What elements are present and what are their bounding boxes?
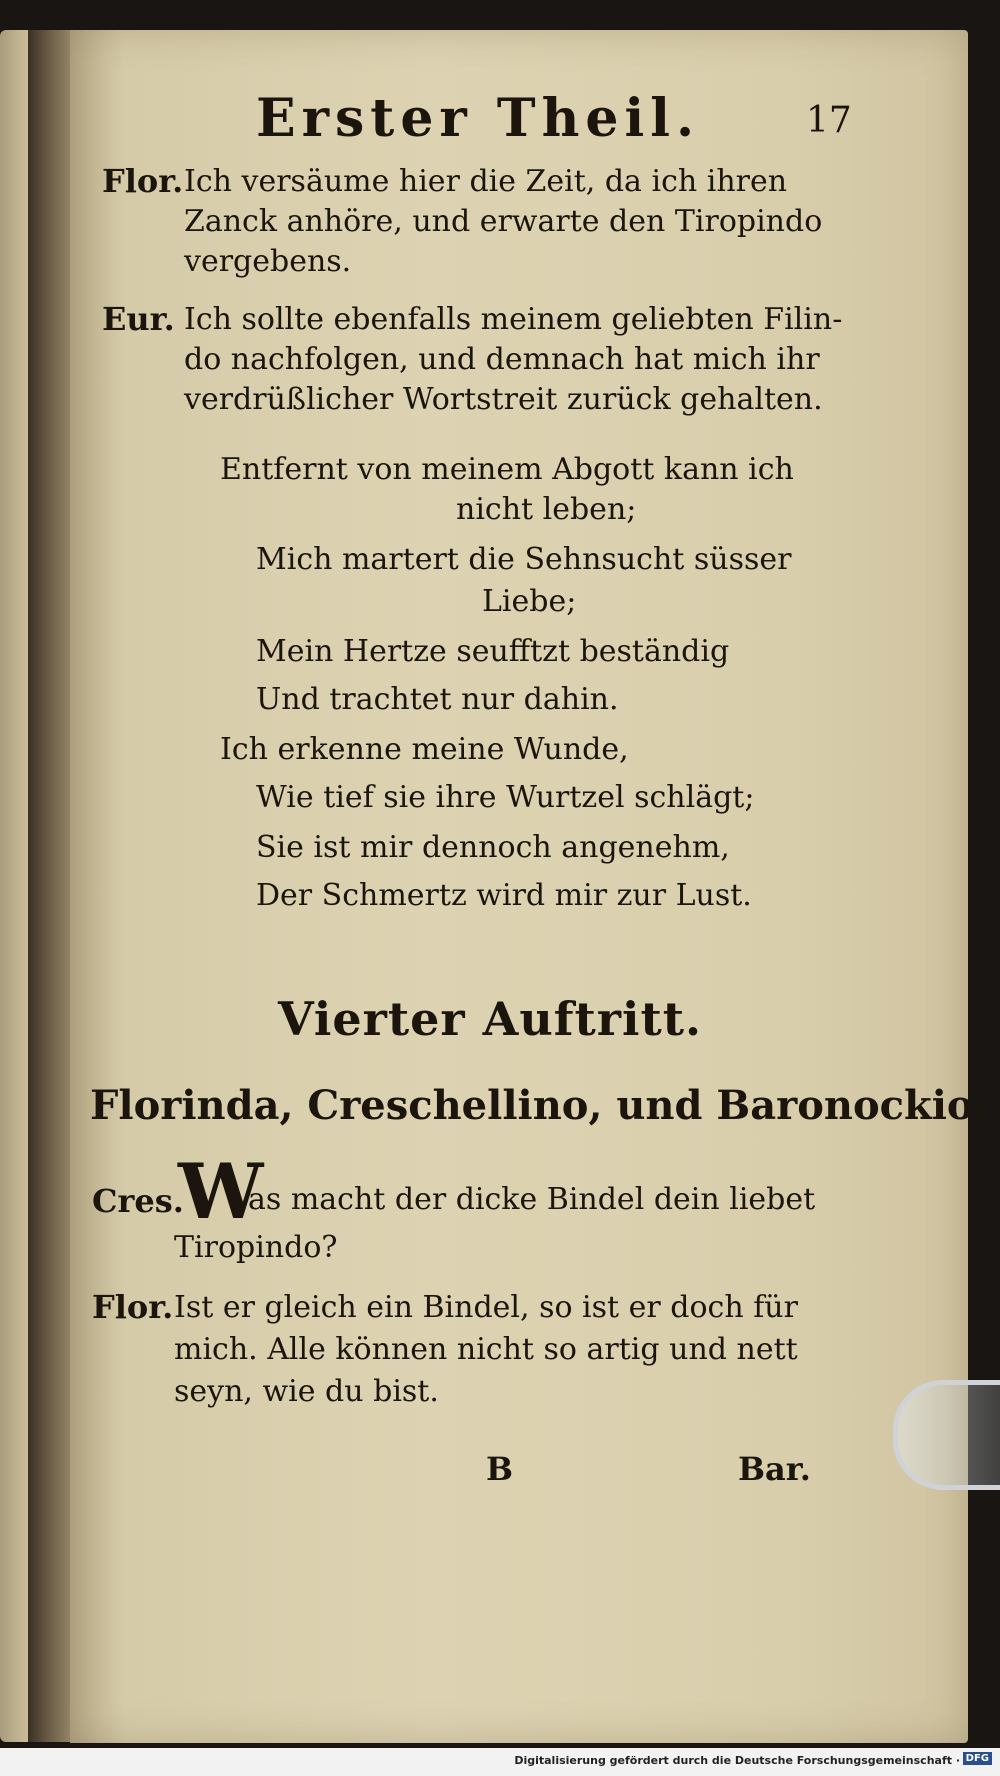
speech-line: verdrüßlicher Wortstreit zurück gehalten. bbox=[184, 382, 823, 417]
page-number: 17 bbox=[806, 100, 852, 141]
aria-line: Entfernt von meinem Abgott kann ich bbox=[220, 452, 794, 487]
funding-note: Digitalisierung gefördert durch die Deutsche Forschungsgemeinschaft · bbox=[514, 1754, 960, 1767]
speech-line: seyn, wie du bist. bbox=[174, 1374, 439, 1409]
aria-line: Und trachtet nur dahin. bbox=[256, 682, 619, 717]
aria-line: Sie ist mir dennoch angenehm, bbox=[256, 830, 730, 865]
speech-line: Ist er gleich ein Bindel, so ist er doch für bbox=[174, 1290, 798, 1325]
scene-title: Vierter Auftritt. bbox=[278, 992, 703, 1046]
aria-line: nicht leben; bbox=[456, 492, 637, 527]
speaker-eur: Eur. bbox=[102, 300, 175, 338]
book-page bbox=[70, 30, 987, 1743]
speech-line: Ich versäume hier die Zeit, da ich ihren bbox=[184, 164, 788, 199]
aria-line: Mich martert die Sehnsucht süsser bbox=[256, 542, 792, 577]
dfg-logo: DFG bbox=[963, 1752, 992, 1765]
speaker-cres: Cres. bbox=[92, 1182, 184, 1220]
speech-line: mich. Alle können nicht so artig und nett bbox=[174, 1332, 798, 1367]
aria-line: Ich erkenne meine Wunde, bbox=[220, 732, 629, 767]
speech-line: Ich sollte ebenfalls meinem geliebten Filin- bbox=[184, 302, 843, 337]
running-header: Erster Theil. bbox=[256, 88, 701, 149]
speech-line: do nachfolgen, und demnach hat mich ihr bbox=[184, 342, 820, 377]
aria-line: Der Schmertz wird mir zur Lust. bbox=[256, 878, 752, 913]
aria-line: Mein Hertze seufftzt beständig bbox=[256, 634, 730, 669]
book-gutter bbox=[28, 30, 74, 1742]
page-clip bbox=[893, 1380, 1000, 1490]
aria-line: Wie tief sie ihre Wurtzel schlägt; bbox=[256, 780, 755, 815]
speaker-flor: Flor. bbox=[92, 1288, 174, 1326]
speech-line: Zanck anhöre, und erwarte den Tiropindo bbox=[184, 204, 823, 239]
speech-line: Tiropindo? bbox=[174, 1230, 338, 1265]
catchword: Bar. bbox=[738, 1450, 811, 1488]
signature-mark: B bbox=[486, 1450, 514, 1488]
aria-line: Liebe; bbox=[482, 584, 577, 619]
drop-cap: W bbox=[178, 1147, 264, 1236]
speech-line: vergebens. bbox=[184, 244, 352, 279]
scene-cast: Florinda, Creschellino, und Baronockio. bbox=[90, 1082, 987, 1129]
speaker-flor: Flor. bbox=[102, 162, 184, 200]
speech-line: as macht der dicke Bindel dein liebet bbox=[248, 1182, 816, 1217]
